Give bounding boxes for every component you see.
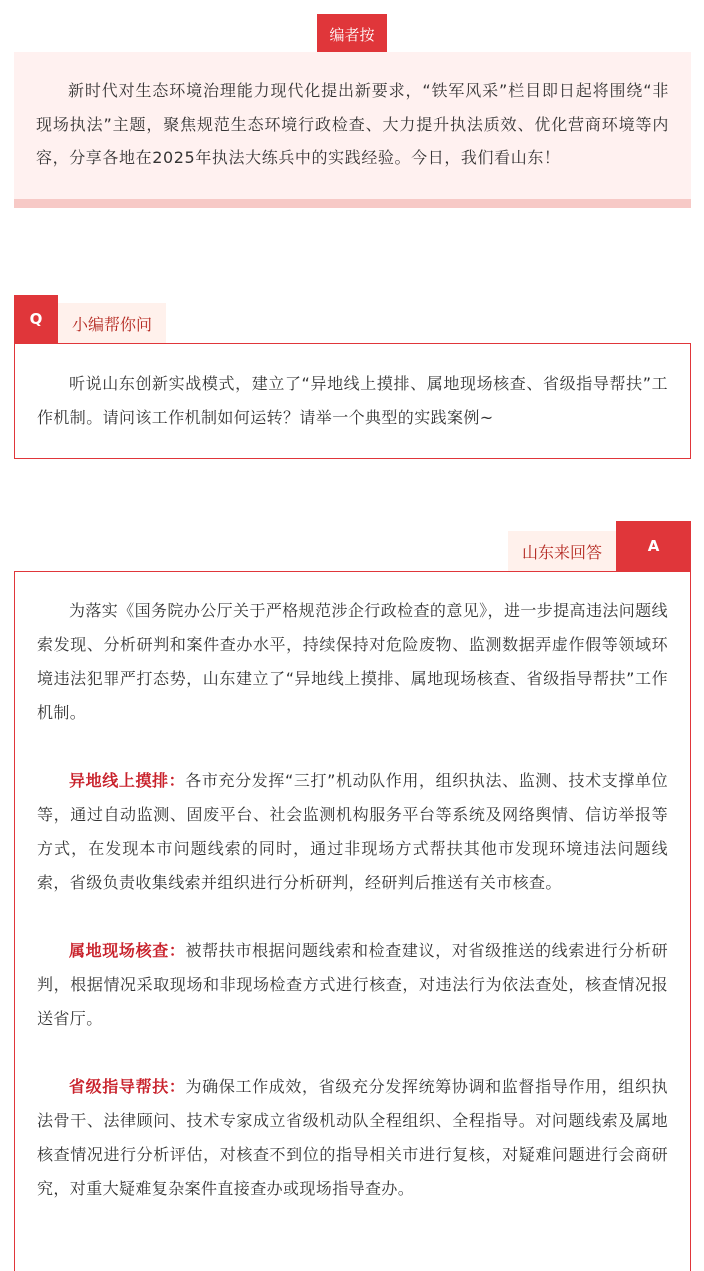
editor-note-tag: 编者按 [317,14,387,54]
section-lead: 属地现场核查： [69,941,186,960]
answer-intro: 为落实《国务院办公厅关于严格规范涉企行政检查的意见》，进一步提高违法问题线索发现、分析研判和案件查办水平，持续保持对危险废物、监测数据弄虚作假等领域环境违法犯罪严打态势，山东建立了“异地线上摸排、属地现场核查、省级指导帮扶”工作机制。 [37,601,668,722]
question-text: 听说山东创新实战模式，建立了“异地线上摸排、属地现场核查、省级指导帮扶”工作机制。请问该工作机制如何运转？请举一个典型的实践案例~ [37,374,668,427]
answer-section-provincial-guidance [37,1070,668,1206]
question-label: 小编帮你问 [58,303,166,343]
section-lead: 省级指导帮扶： [69,1077,186,1096]
answer-label: 山东来回答 [508,531,616,571]
question-badge: Q [14,295,58,343]
section-body: 各市充分发挥“三打”机动队作用，组织执法、监测、技术支撑单位等，通过自动监测、固废平台、社会监测机构服务平台等系统及网络舆情、信访举报等方式，在发现本市问题线索的同时，通过非现场方式帮扶其他市发现环境违法问题线索，省级负责收集线索并组织进行分析研判，经研判后推送有关市核查。 [37,771,668,892]
section-body: 为确保工作成效，省级充分发挥统筹协调和监督指导作用，组织执法骨干、法律顾问、技术专家成立省级机动队全程组织、全程指导。对问题线索及属地核查情况进行分析评估，对核查不到位的指导相关市进行复核，对疑难问题进行会商研究，对重大疑难复杂案件直接查办或现场指导查办。 [37,1077,668,1198]
answer-badge: A [616,521,691,571]
editor-note-divider [14,199,691,208]
question-box [14,343,691,459]
answer-box [14,571,691,1271]
section-lead: 异地线上摸排： [69,771,186,790]
section-body: 被帮扶市根据问题线索和检查建议，对省级推送的线索进行分析研判，根据情况采取现场和非现场检查方式进行核查，对违法行为依法查处，核查情况报送省厅。 [37,941,668,1028]
answer-section-online-screening [37,764,668,900]
editor-note-text: 新时代对生态环境治理能力现代化提出新要求，“铁军风采”栏目即日起将围绕“非现场执法”主题，聚焦规范生态环境行政检查、大力提升执法质效、优化营商环境等内容，分享各地在2025年执法大练兵中的实践经验。今日，我们看山东！ [36,81,669,167]
editor-note-box [14,52,691,201]
answer-section-local-verification [37,934,668,1036]
